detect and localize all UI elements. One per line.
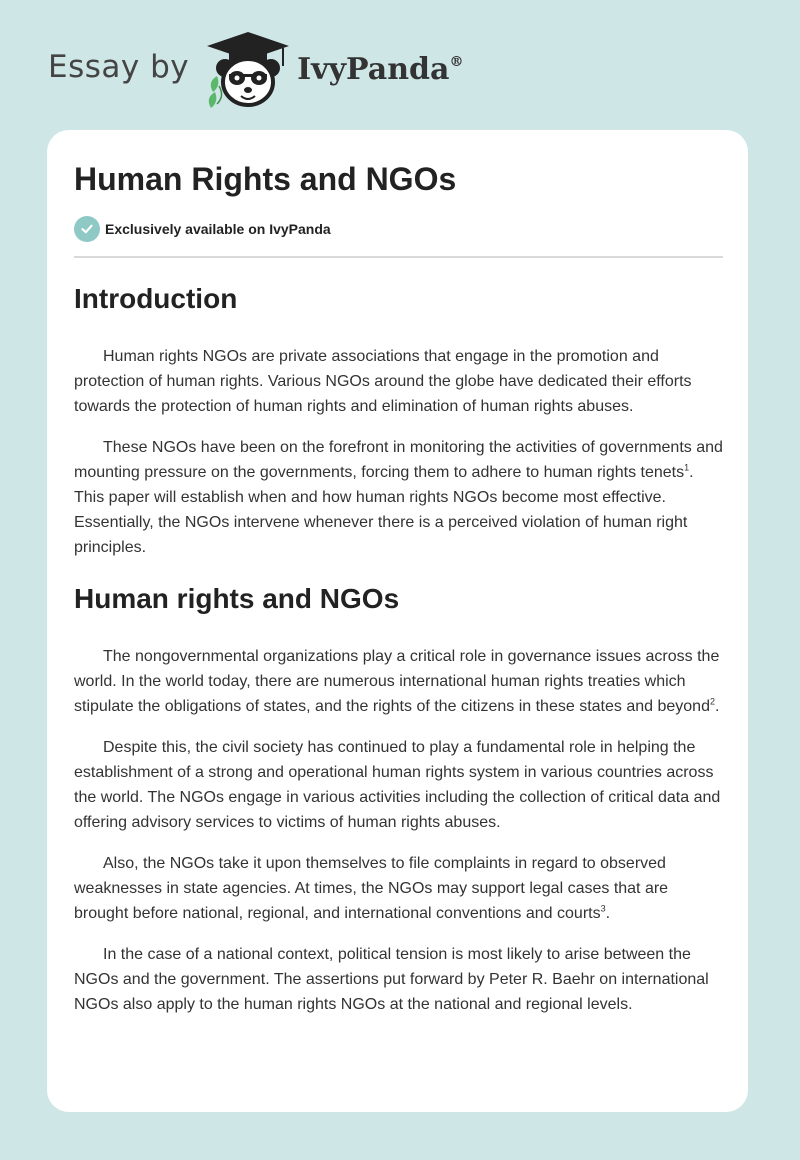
essay-card	[47, 130, 748, 1112]
paragraph: These NGOs have been on the forefront in monitoring the activities of governments and mounting pressure on the governments, forcing them to adhere to human rights tenets$^1$. This paper will establish when and how human rights NGOs become most effective. Essentially, the NGOs intervene whenever there is a perceived violation of human right principles.	[74, 438, 723, 556]
panda-logo-icon	[205, 30, 291, 110]
paragraph: Human rights NGOs are private associations that engage in the promotion and protection of human rights. Various NGOs around the globe have dedicated their efforts towards the protection of human rights and elimination of human rights abuses.	[74, 347, 692, 415]
paragraph: Also, the NGOs take it upon themselves to file complaints in regard to observed weaknesses in state agencies. At times, the NGOs may support legal cases that are brought before national, regional, and international conventions and courts$^3$.	[74, 854, 669, 922]
section-heading-human-rights-ngos: Human rights and NGOs	[74, 582, 400, 614]
essay-content	[74, 160, 723, 1017]
registered-mark: ®	[449, 53, 464, 70]
footnote-ref[interactable]: 2	[709, 696, 715, 707]
page-title: Human Rights and NGOs	[74, 161, 457, 197]
paragraph: Despite this, the civil society has continued to play a fundamental role in helping the establishment of a strong and operational human rights system in various countries across the world. The NGOs engage in various activities including the collection of critical data and offering advisory services to victims of human rights abuses.	[74, 738, 721, 831]
brand-name[interactable]: IvyPanda®	[297, 51, 464, 87]
footnote-ref[interactable]: 3	[600, 903, 606, 914]
site-header	[48, 30, 548, 110]
paragraph: The nongovernmental organizations play a critical role in governance issues across the world. In the world today, there are numerous international human rights treaties which stipulate the obligations of states, and the rights of the citizens in these states and beyond$^2$.	[74, 647, 720, 715]
divider	[74, 256, 723, 258]
essay-by-label: Essay by	[48, 49, 190, 85]
badge-text: Exclusively available on IvyPanda	[105, 221, 331, 238]
paragraph: In the case of a national context, political tension is most likely to arise between the NGOs and the government. The assertions put forward by Peter R. Baehr on international NGOs also apply to the human rights NGOs at the national and regional levels.	[74, 945, 709, 1013]
footnote-ref[interactable]: 1	[684, 462, 690, 473]
exclusive-badge	[74, 216, 723, 242]
check-icon	[74, 216, 100, 242]
section-heading-introduction: Introduction	[74, 283, 238, 315]
